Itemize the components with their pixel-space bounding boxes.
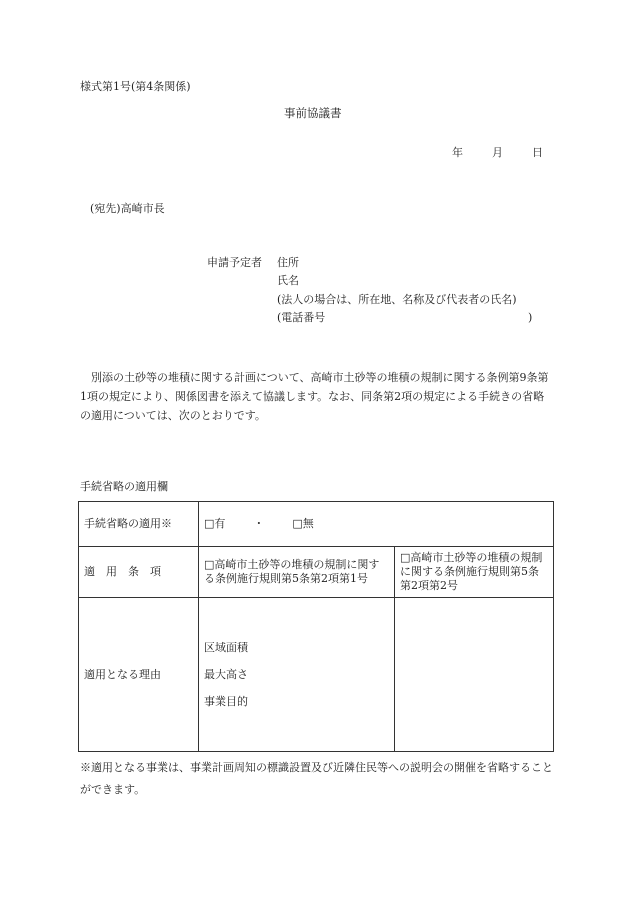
document-title: 事前協議書 (284, 106, 342, 120)
name-label: 氏名 (277, 274, 299, 287)
clause2-checkbox[interactable]: □高崎市土砂等の堆積の規制に関する条例施行規則第5条第2項第2号 (395, 547, 554, 598)
date-day-label: 日 (532, 146, 543, 159)
reason-label: 適用となる理由 (79, 598, 199, 752)
form-number: 様式第1号(第4条関係) (80, 80, 191, 93)
footnote: ※適用となる事業は、事業計画周知の標識設置及び近隣住民等への説明会の開催を省略することができます。 (80, 761, 553, 796)
date-month-label: 月 (492, 146, 503, 159)
omission-options (199, 502, 554, 547)
omission-table (78, 501, 554, 752)
clause-label: 適 用 条 項 (79, 547, 199, 598)
table-row (79, 547, 554, 598)
table-row (79, 502, 554, 547)
option-yes-checkbox[interactable]: □有 (204, 517, 226, 530)
reason-item-height: 最大高さ (204, 667, 248, 681)
phone-close-paren: ) (528, 311, 533, 324)
address-label: 住所 (277, 256, 299, 269)
section-title: 手続省略の適用欄 (80, 480, 168, 493)
reason-items (199, 598, 395, 752)
clause1-checkbox[interactable]: □高崎市土砂等の堆積の規制に関する条例施行規則第5条第2項第1号 (199, 547, 395, 598)
reason-item-purpose: 事業目的 (204, 694, 248, 708)
reason-empty-cell (395, 598, 554, 752)
date-year-label: 年 (452, 146, 463, 159)
table-row (79, 598, 554, 752)
option-no-checkbox[interactable]: □無 (292, 517, 314, 530)
phone-label: (電話番号 (277, 311, 326, 324)
option-separator: ・ (253, 517, 265, 530)
omission-label: 手続省略の適用※ (79, 502, 199, 547)
date-line (452, 146, 543, 160)
applicant-label: 申請予定者 (207, 256, 262, 269)
corporate-note: (法人の場合は、所在地、名称及び代表者の氏名) (277, 293, 517, 306)
reason-item-area: 区域面積 (204, 640, 248, 654)
body-paragraph: 別添の土砂等の堆積に関する計画について、高崎市土砂等の堆積の規制に関する条例第9条第1項の規定により、関係図書を添えて協議します。なお、同条第2項の規定による手続きの省略の適用については、次のとおりです。 (80, 371, 549, 422)
addressee: (宛先)高崎市長 (90, 202, 165, 215)
